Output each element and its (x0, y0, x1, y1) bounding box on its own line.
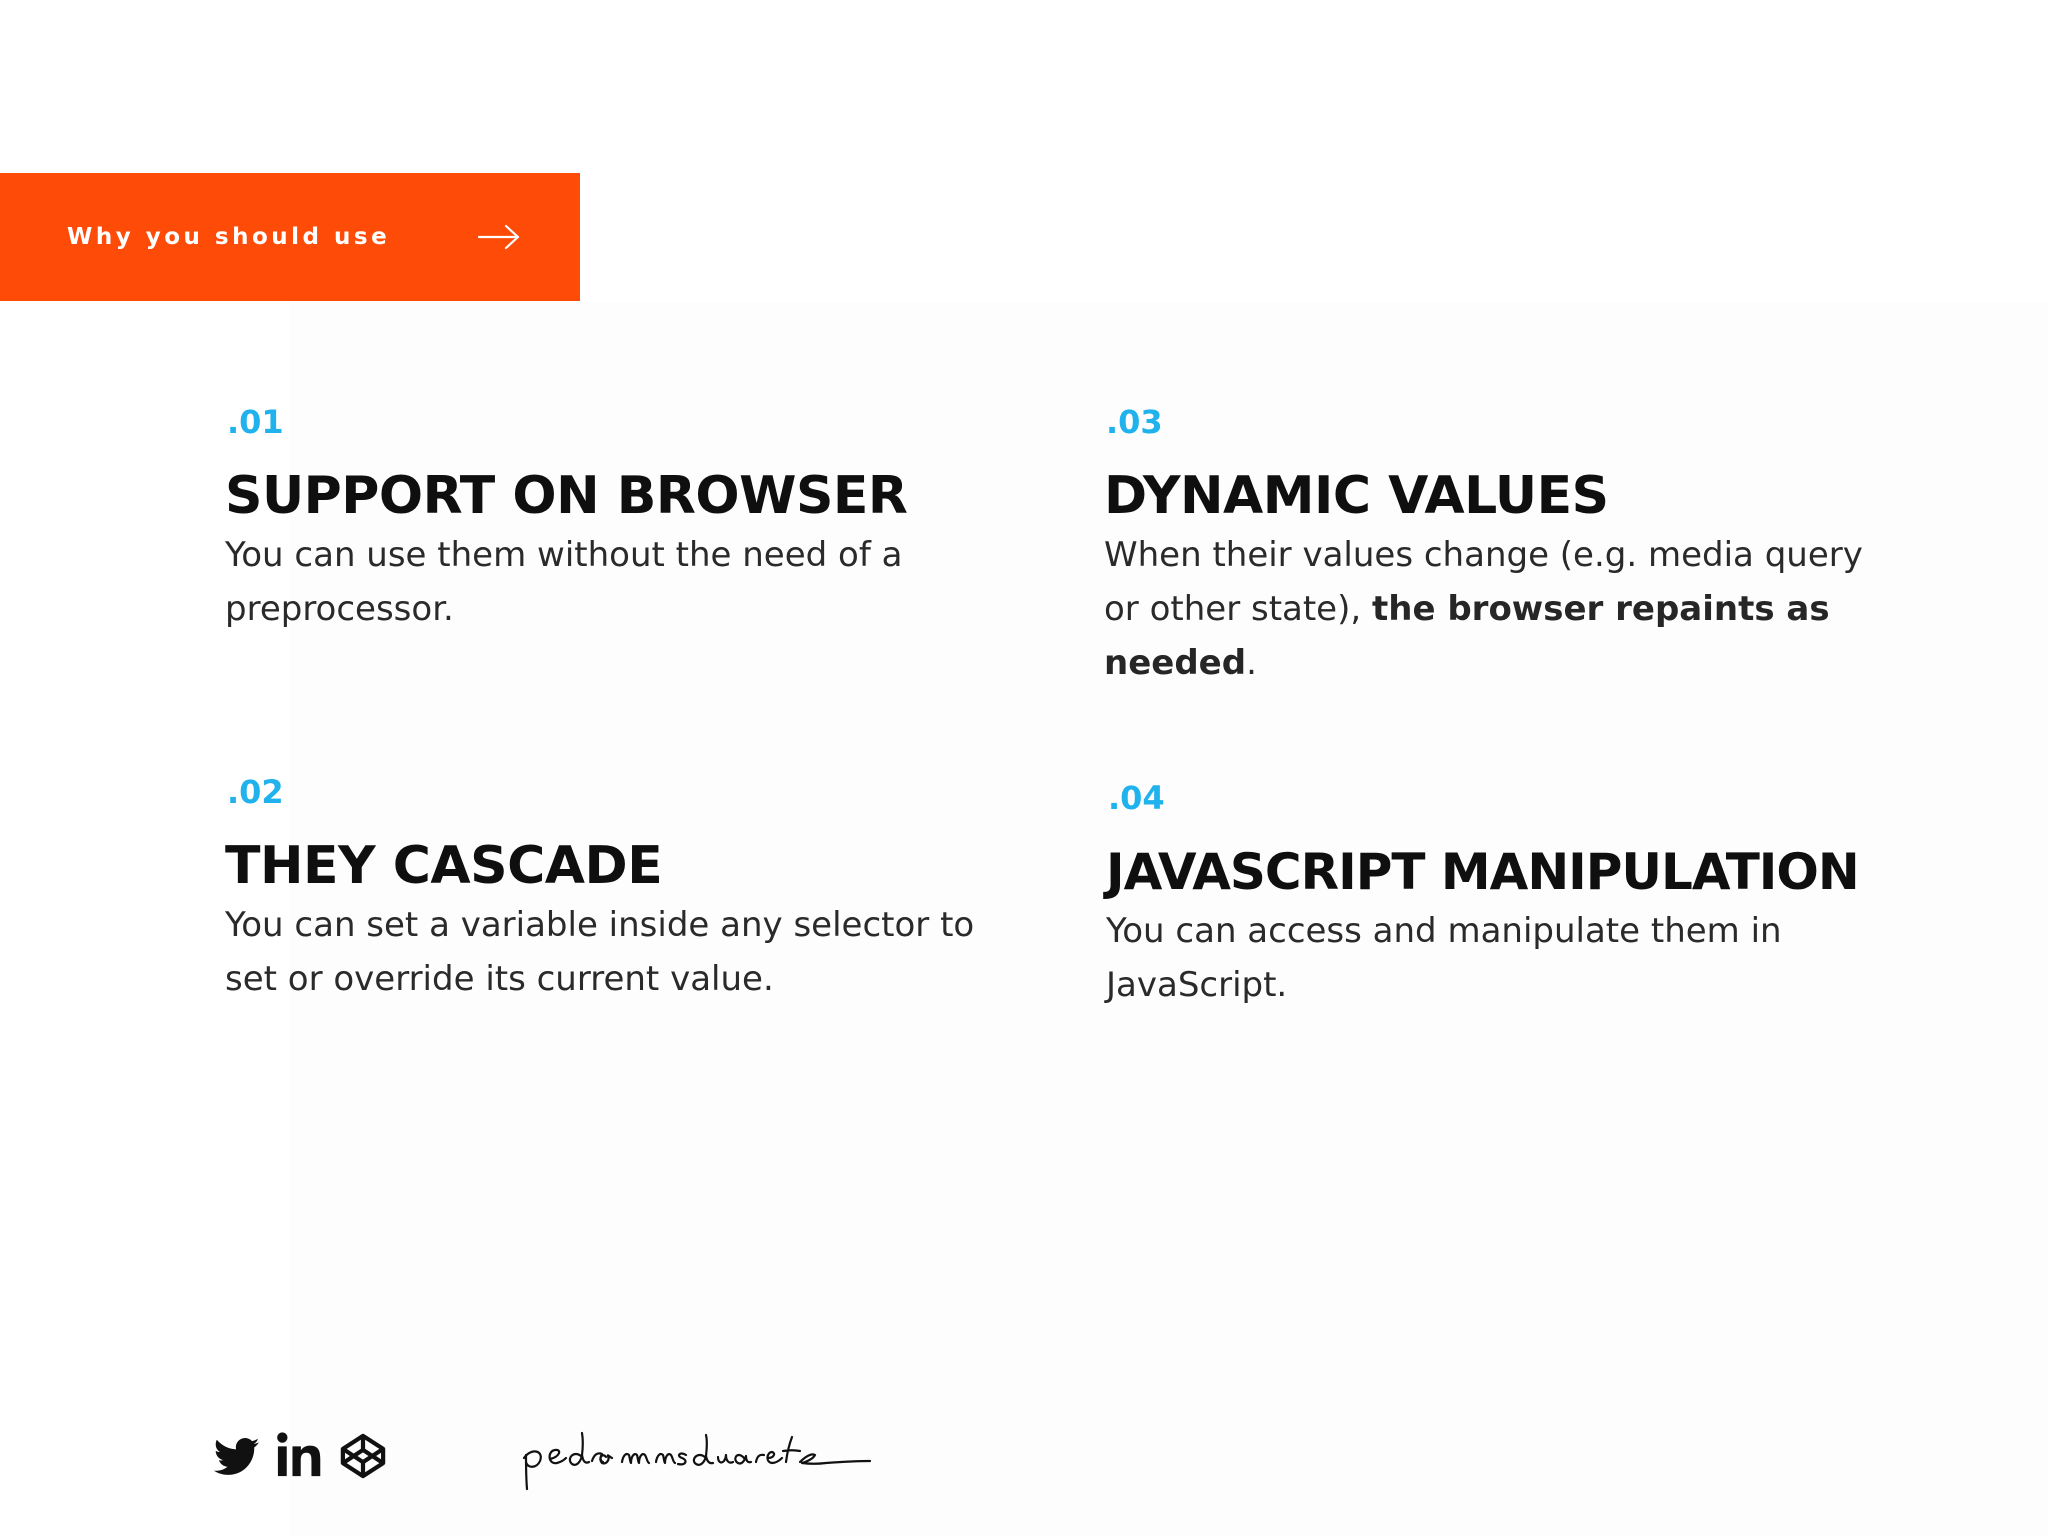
feature-number: .04 (1108, 779, 1165, 817)
feature-title: THEY CASCADE (225, 836, 663, 896)
feature-description-end: . (1246, 643, 1257, 683)
feature-title: SUPPORT ON BROWSER (225, 466, 908, 526)
feature-description (1104, 528, 1864, 690)
feature-description-emphasis: the browser repaints as needed (1104, 589, 1830, 683)
feature-description: You can use them without the need of a preprocessor. (225, 535, 903, 629)
linkedin-icon[interactable] (276, 1431, 322, 1479)
banner-label: Why you should use (67, 224, 391, 250)
twitter-icon[interactable] (214, 1437, 260, 1477)
arrow-right-icon (478, 224, 520, 250)
feature-javascript-manipulation (1106, 778, 1866, 1012)
feature-title: JAVASCRIPT MANIPULATION (1106, 843, 1859, 901)
footer-social (214, 1425, 814, 1495)
section-banner (0, 173, 580, 301)
feature-they-cascade (225, 772, 985, 1006)
feature-description: You can set a variable inside any selector to set or override its current value. (225, 905, 975, 999)
feature-title: DYNAMIC VALUES (1104, 466, 1609, 526)
feature-description: You can access and manipulate them in JavaScript. (1106, 911, 1782, 1005)
feature-number: .03 (1106, 403, 1163, 441)
feature-support-on-browser (225, 402, 985, 636)
codepen-icon[interactable] (340, 1433, 386, 1479)
feature-number: .01 (227, 403, 284, 441)
feature-number: .02 (227, 773, 284, 811)
feature-dynamic-values (1104, 402, 1864, 690)
feature-description-text: When their values change (e.g. media query or other state), (1104, 535, 1863, 629)
signature-logo (410, 1425, 1010, 1495)
